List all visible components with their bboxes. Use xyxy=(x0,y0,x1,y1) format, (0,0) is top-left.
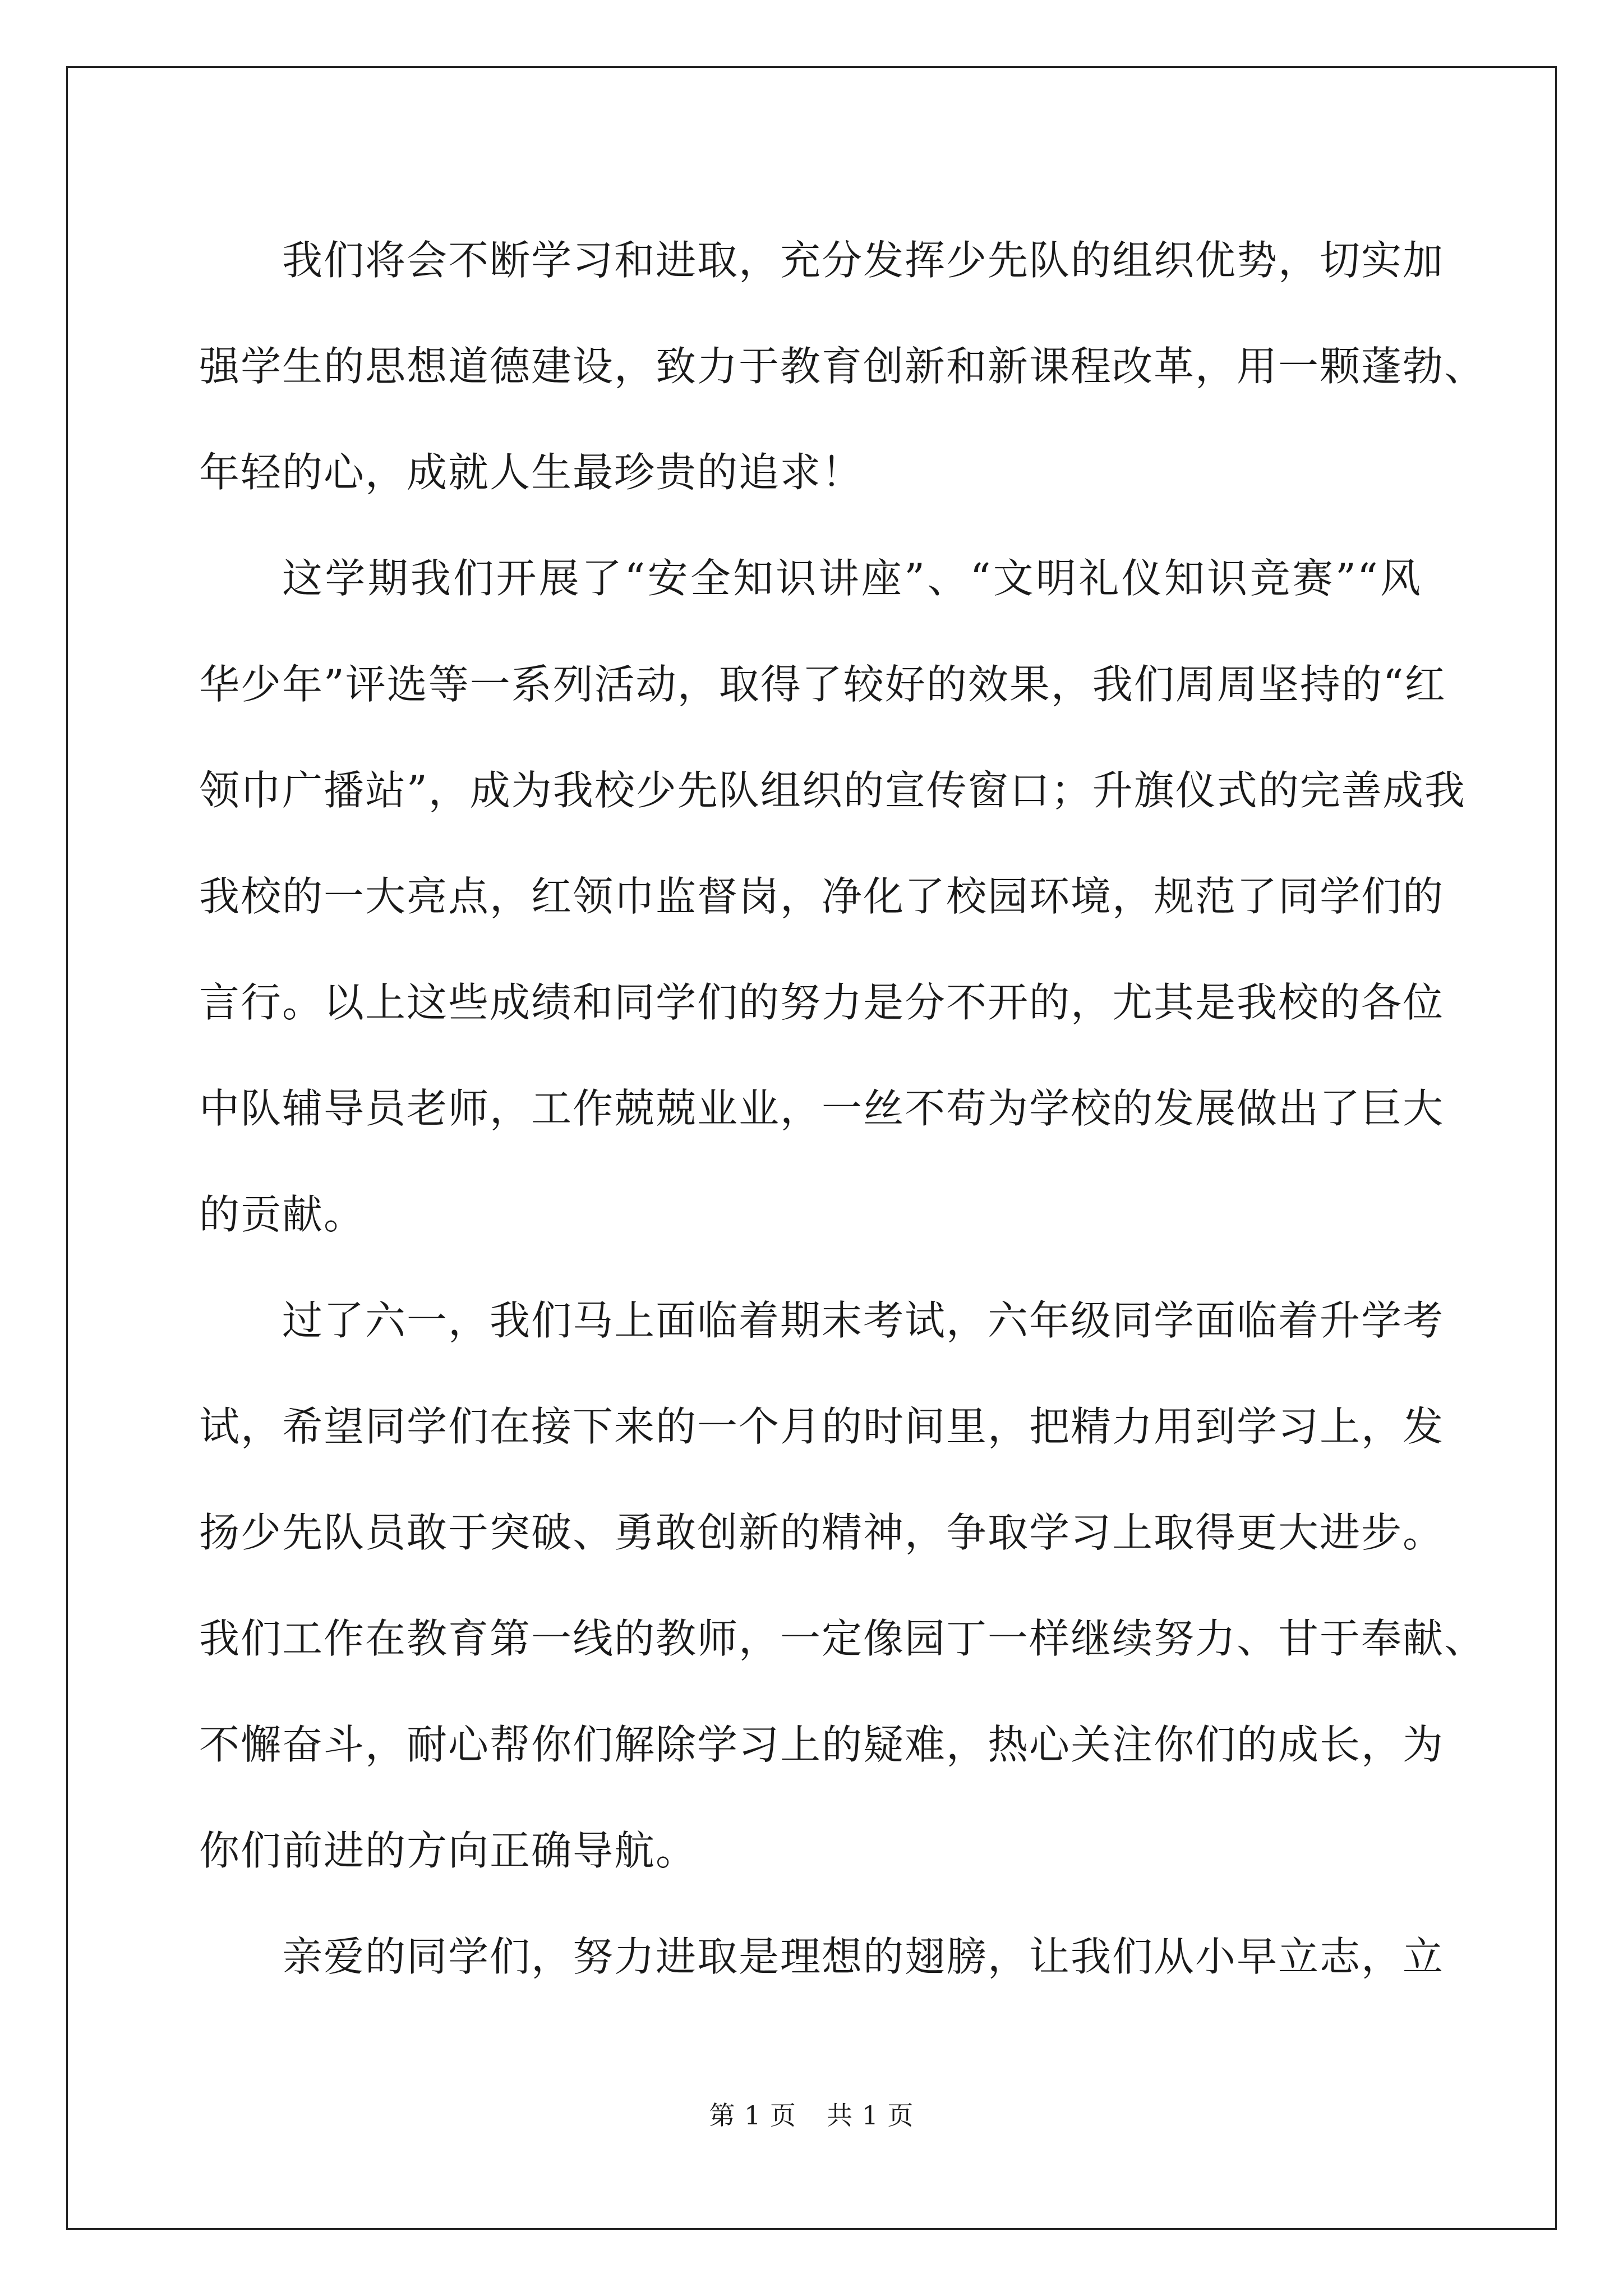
paragraph-1-line-3: 年轻的心，成就人生最珍贵的追求！ xyxy=(199,449,864,496)
paragraph-4-line-1: 亲爱的同学们，努力进取是理想的翅膀，让我们从小早立志，立 xyxy=(282,1933,1445,1980)
paragraph-3-line-6: 你们前进的方向正确导航。 xyxy=(199,1827,698,1874)
page-footer xyxy=(0,2095,1623,2132)
page-total-label: 共 1 页 xyxy=(827,2100,914,2131)
paragraph-2-line-7: 的贡献。 xyxy=(199,1191,366,1238)
paragraph-2-line-1: 这学期我们开展了“安全知识讲座”、“文明礼仪知识竞赛”“风 xyxy=(282,555,1422,602)
paragraph-2-line-6: 中队辅导员老师，工作兢兢业业，一丝不苟为学校的发展做出了巨大 xyxy=(199,1085,1445,1132)
paragraph-1-line-1: 我们将会不断学习和进取，充分发挥少先队的组织优势，切实加 xyxy=(282,237,1445,284)
paragraph-3-line-2: 试，希望同学们在接下来的一个月的时间里，把精力用到学习上，发 xyxy=(199,1403,1445,1450)
paragraph-3-line-4: 我们工作在教育第一线的教师，一定像园丁一样继续努力、甘于奉献、 xyxy=(199,1615,1486,1662)
page-number-label: 第 1 页 xyxy=(709,2100,796,2131)
paragraph-3-line-5: 不懈奋斗，耐心帮你们解除学习上的疑难，热心关注你们的成长，为 xyxy=(199,1721,1445,1768)
paragraph-3-line-1: 过了六一，我们马上面临着期末考试，六年级同学面临着升学考 xyxy=(282,1297,1445,1344)
document-body xyxy=(199,208,1486,2010)
paragraph-3-line-3: 扬少先队员敢于突破、勇敢创新的精神，争取学习上取得更大进步。 xyxy=(199,1509,1445,1556)
paragraph-2-line-4: 我校的一大亮点，红领巾监督岗，净化了校园环境，规范了同学们的 xyxy=(199,873,1445,920)
paragraph-1-line-2: 强学生的思想道德建设，致力于教育创新和新课程改革，用一颗蓬勃、 xyxy=(199,343,1486,390)
paragraph-2-line-3: 领巾广播站”，成为我校少先队组织的宣传窗口；升旗仪式的完善成我 xyxy=(199,767,1466,814)
paragraph-2-line-5: 言行。以上这些成绩和同学们的努力是分不开的，尤其是我校的各位 xyxy=(199,979,1445,1026)
paragraph-2-line-2: 华少年”评选等一系列活动，取得了较好的效果，我们周周坚持的“红 xyxy=(199,661,1446,708)
